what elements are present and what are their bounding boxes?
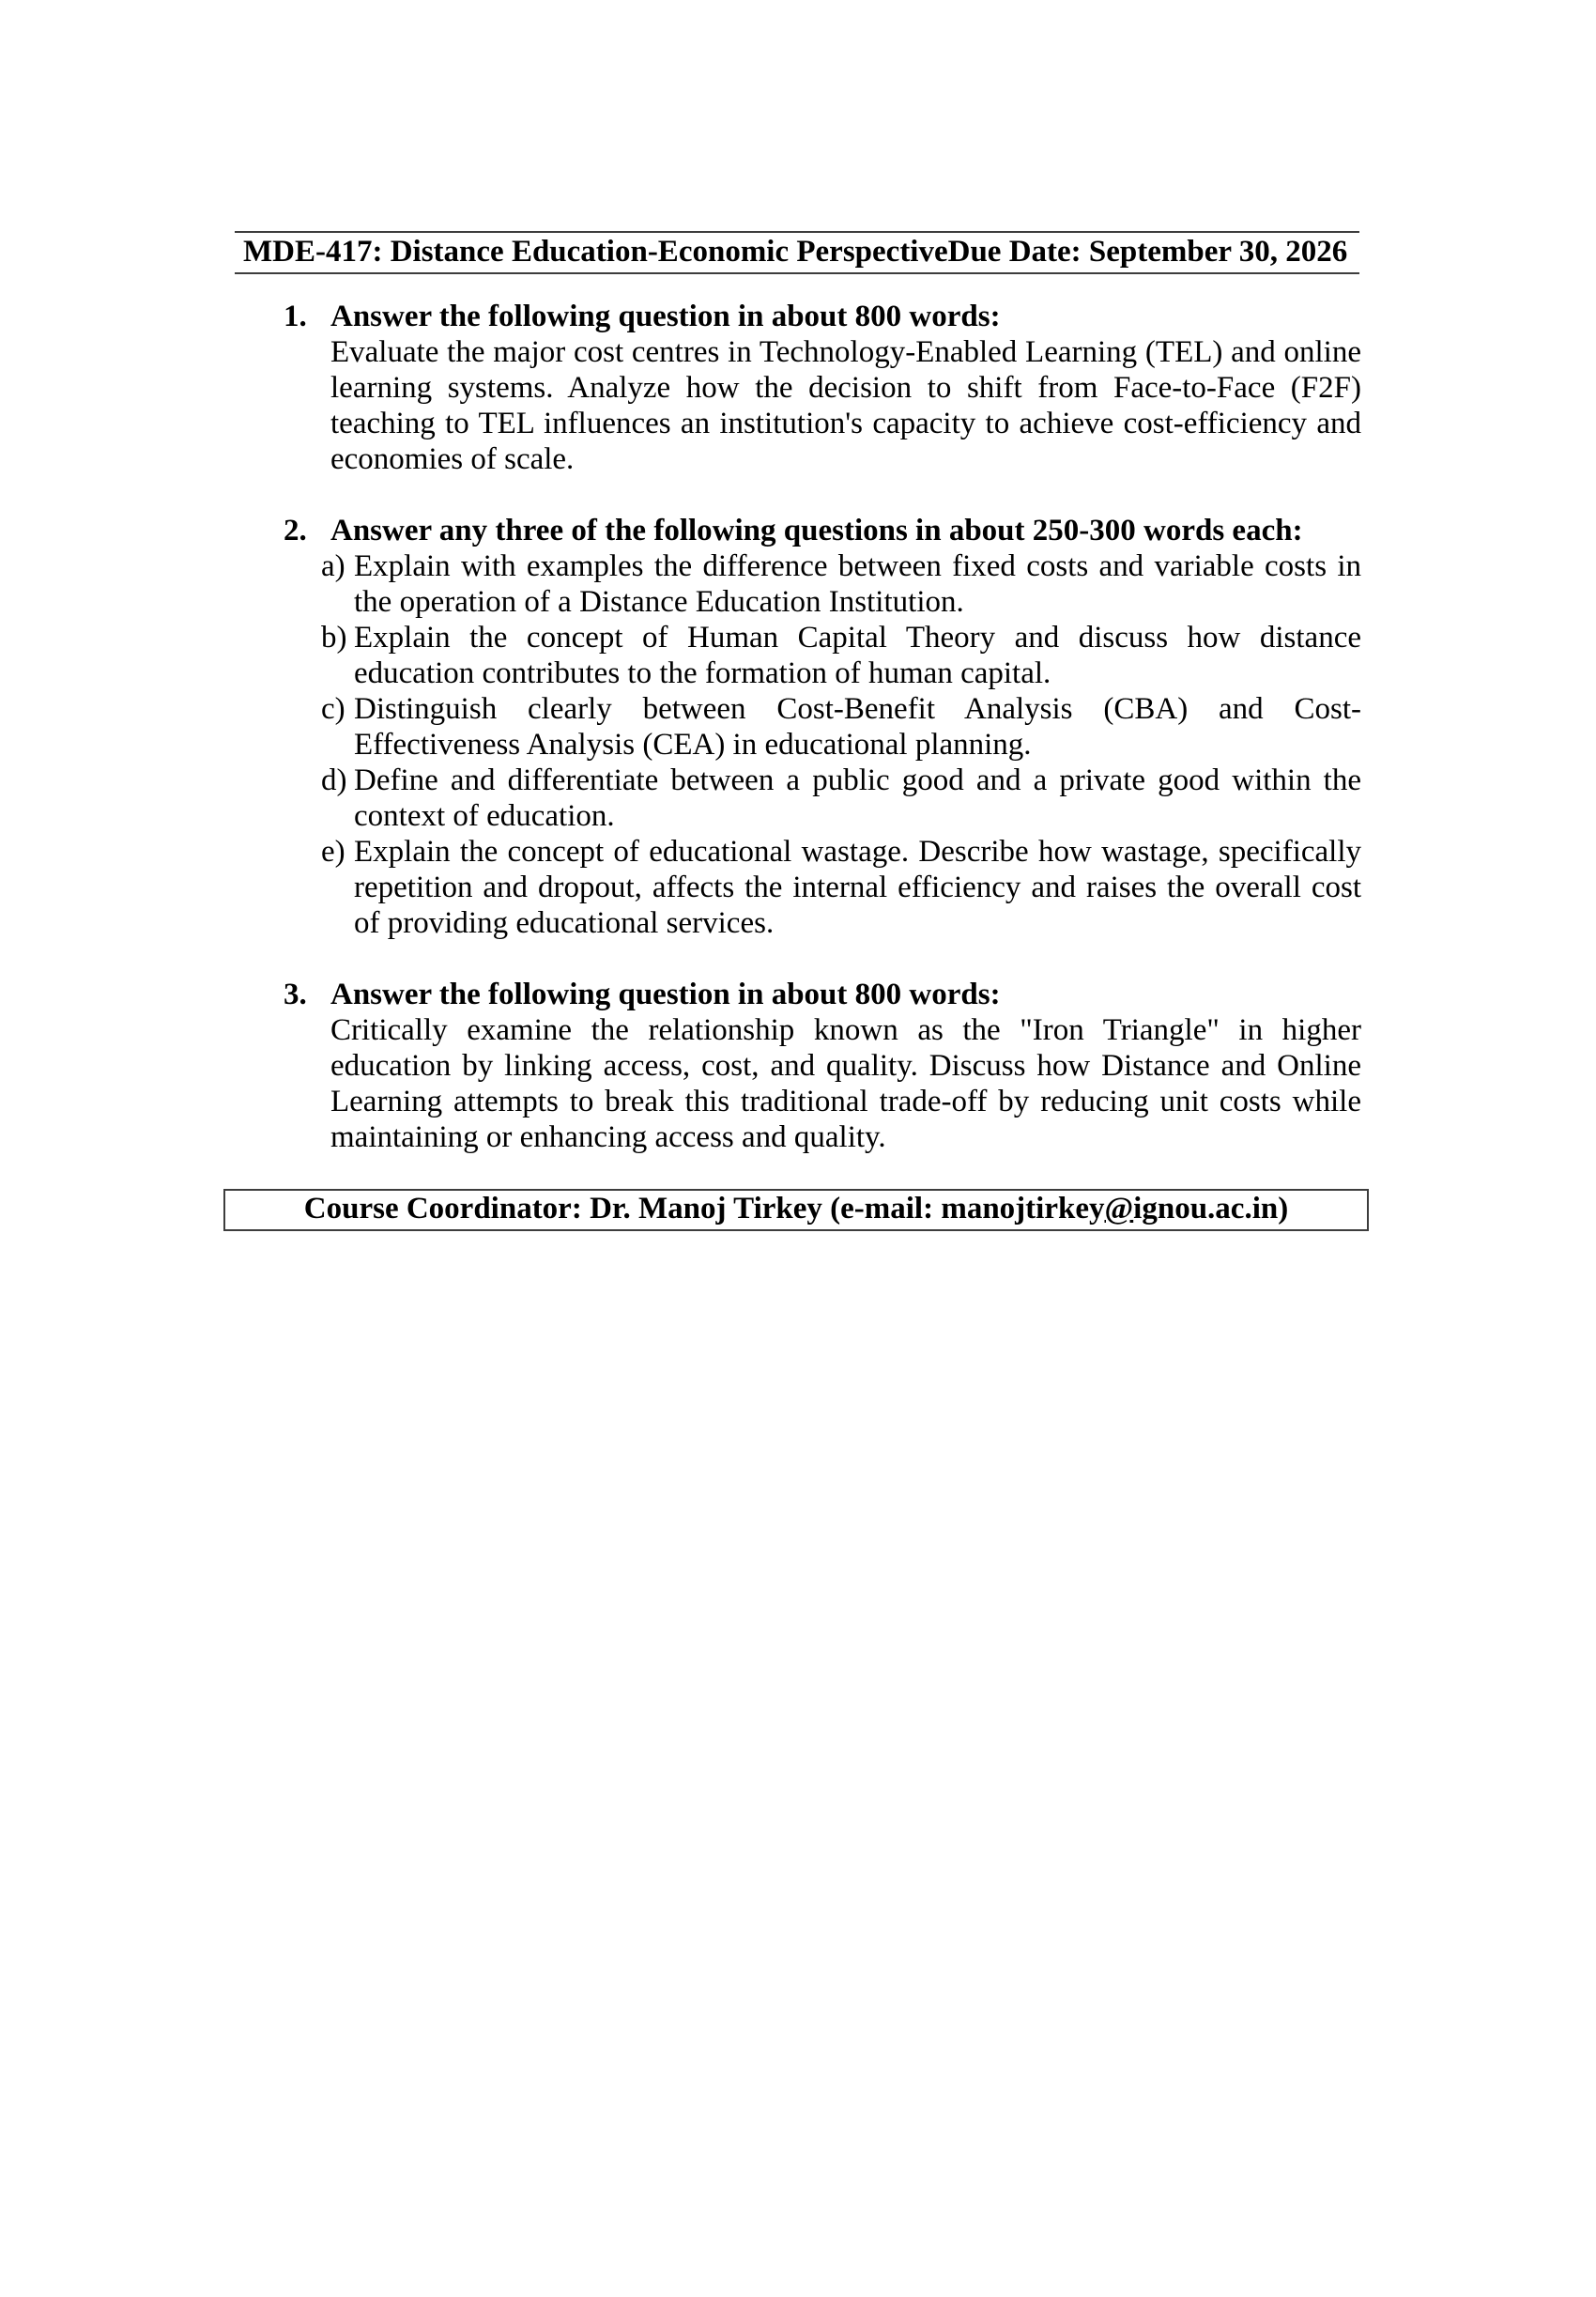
subitem-a	[321, 548, 1361, 620]
question-3-body: Critically examine the relationship known as the "Iron Triangle" in higher education by linking access, cost, and quality. Discuss how Distance and Online Learning attempts to break this traditional trade-off by reducing unit costs while maintaining or enhancing access and quality.	[330, 1013, 1361, 1154]
question-2-number: 2.	[284, 514, 307, 547]
assignment-content	[235, 299, 1361, 1155]
subitem-e	[321, 834, 1361, 941]
question-3	[235, 977, 1361, 1155]
header-bar	[235, 231, 1359, 274]
question-1-number: 1.	[284, 300, 307, 333]
subitem-b-label: b)	[321, 621, 347, 655]
subitem-c	[321, 691, 1361, 763]
subitem-b	[321, 620, 1361, 691]
question-3-header	[235, 977, 1361, 1012]
subitem-d-text: Define and differentiate between a public good and a private good within the context of education.	[354, 763, 1361, 833]
subitem-b-text: Explain the concept of Human Capital Theory and discuss how distance education contributes to the formation of human capital.	[354, 621, 1361, 690]
subitem-c-text: Distinguish clearly between Cost-Benefit Analysis (CBA) and Cost-Effectiveness Analysis (CEA) in educational planning.	[354, 692, 1361, 762]
coordinator-email-at: @	[1104, 1192, 1134, 1226]
question-3-heading: Answer the following question in about 800 words:	[330, 978, 1001, 1011]
subitem-a-label: a)	[321, 549, 345, 583]
subitem-e-label: e)	[321, 835, 345, 869]
subitem-c-label: c)	[321, 692, 345, 726]
coordinator-email-domain: ignou.ac.in)	[1133, 1192, 1289, 1226]
subitem-d-label: d)	[321, 763, 347, 797]
question-2	[235, 513, 1361, 941]
question-2-header	[235, 513, 1361, 548]
question-1	[235, 299, 1361, 477]
question-2-subitems	[235, 548, 1361, 941]
subitem-a-text: Explain with examples the difference between fixed costs and variable costs in the operation of a Distance Education Institution.	[354, 549, 1361, 619]
coordinator-box	[223, 1189, 1369, 1231]
course-code-title: MDE-417: Distance Education-Economic Perspective	[243, 235, 948, 269]
due-date: Due Date: September 30, 2026	[947, 235, 1348, 269]
question-2-heading: Answer any three of the following questions in about 250-300 words each:	[330, 514, 1303, 547]
subitem-e-text: Explain the concept of educational wastage. Describe how wastage, specifically repetition and dropout, affects the internal efficiency and raises the overall cost of providing educational services.	[354, 835, 1361, 940]
assignment-page	[0, 231, 1596, 1231]
question-1-body: Evaluate the major cost centres in Technology-Enabled Learning (TEL) and online learning systems. Analyze how the decision to shift from Face-to-Face (F2F) teaching to TEL influences an institution's capacity to achieve cost-efficiency and economies of scale.	[330, 335, 1361, 476]
question-1-heading: Answer the following question in about 800 words:	[330, 300, 1001, 333]
question-1-header	[235, 299, 1361, 334]
subitem-d	[321, 763, 1361, 834]
question-3-number: 3.	[284, 978, 307, 1011]
coordinator-text: Course Coordinator: Dr. Manoj Tirkey (e-mail: manojtirkey	[303, 1192, 1105, 1226]
